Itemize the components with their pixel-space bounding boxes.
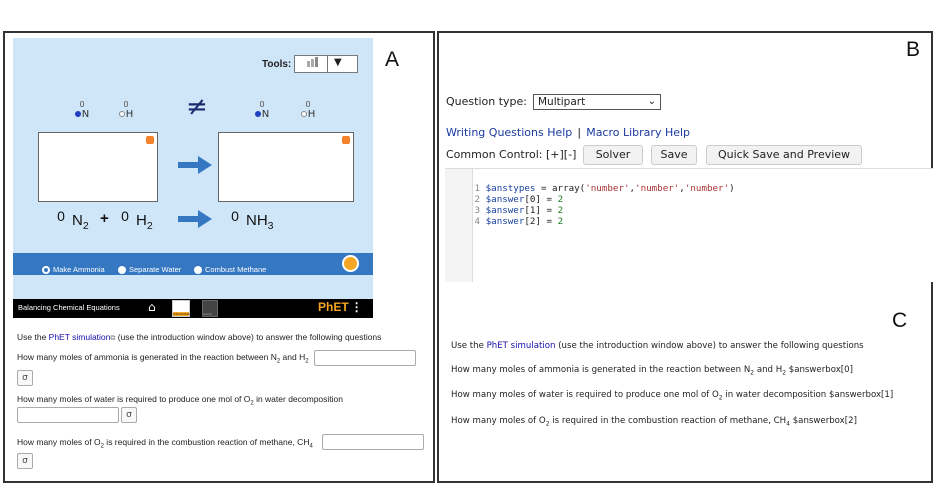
atom-counter-n-right: 0 N [250, 100, 274, 120]
macro-library-help-link[interactable]: Macro Library Help [586, 126, 691, 139]
answer-input-1[interactable] [314, 350, 416, 366]
molecule-n2: $N_2$ [72, 212, 89, 232]
home-icon[interactable]: ⌂ [148, 300, 156, 314]
question-3: How many moles of $O_2$ is required in the combustion reaction of methane, $CH_4$ [17, 437, 313, 450]
coefficient-nh3-spinner[interactable]: 0 [231, 208, 239, 224]
question-type-label: Question type: [446, 95, 527, 108]
panel-c-intro: Use the PhET simulation (use the introduction window above) to answer the following questions [451, 341, 864, 351]
question-1: How many moles of ammonia is generated in the reaction between $N_2$ and $H_2$ [17, 352, 309, 365]
nitrogen-dot-icon [75, 111, 81, 117]
plus-sign: + [100, 210, 109, 227]
label-c: C [892, 309, 908, 332]
atom-counter-h-left: 0 H [114, 100, 138, 120]
answer-input-2[interactable] [17, 407, 119, 423]
code-line-2: 2 $answer[0] = 2 [474, 194, 564, 205]
nitrogen-dot-icon [255, 111, 261, 117]
answer-input-3[interactable] [322, 434, 424, 450]
radio-make-ammonia[interactable]: Make Ammonia [42, 259, 105, 278]
equation-arrow-icon [178, 210, 212, 232]
chevron-down-icon: ▼ [334, 57, 342, 68]
panel-c-question-1: How many moles of ammonia is generated in the reaction between $N_2$ and $H_2$ $answerbox[0] [451, 365, 853, 377]
quick-save-preview-button[interactable]: Quick Save and Preview [706, 145, 862, 165]
sim-title: Balancing Chemical Equations [18, 303, 120, 312]
tools-dropdown[interactable] [294, 55, 358, 73]
molecule-h2: $H_2$ [136, 212, 153, 232]
question-type-select[interactable]: Multipart ⌄ [533, 94, 661, 110]
phet-logo[interactable]: PhET ⋮ [318, 300, 363, 314]
tab-game[interactable]: Game [202, 300, 218, 317]
hydrogen-dot-icon [119, 111, 125, 117]
bar-icon-2 [311, 59, 314, 67]
atom-counter-h-right: 0 H [296, 100, 320, 120]
hydrogen-dot-icon [301, 111, 307, 117]
solver-button[interactable]: Solver [583, 145, 643, 165]
label-b: B [906, 38, 921, 61]
label-a: A [385, 48, 400, 71]
panel-c-question-2: How many moles of water is required to produce one mol of $O_2$ in water decomposition $answerbox[1] [451, 390, 894, 402]
panel-a-intro: Use the PhET simulation⧉ (use the introduction window above) to answer the following questions [17, 332, 382, 342]
not-equal-icon: ≠ [186, 92, 208, 122]
code-line-4: 4 $answer[2] = 2 [474, 216, 564, 227]
radio-combust-methane[interactable]: Combust Methane [194, 259, 266, 278]
bar-icon-3 [315, 57, 318, 67]
collapse-icon[interactable] [342, 136, 350, 144]
tab-introduction[interactable]: Introduction [172, 300, 190, 317]
question-2: How many moles of water is required to produce one mol of $O_2$ in water decomposition [17, 394, 343, 407]
code-line-1: 1 $anstypes = array('number','number','number') [474, 183, 735, 194]
preview-button-1[interactable]: σ [17, 370, 33, 386]
common-control-label: Common Control: [+][-] [446, 148, 577, 161]
writing-questions-help-link[interactable]: Writing Questions Help [446, 126, 573, 139]
tools-label: Tools: [262, 59, 292, 70]
help-links: Writing Questions Help | Macro Library Help [446, 126, 691, 139]
atom-counter-n-left: 0 N [70, 100, 94, 120]
products-box[interactable] [218, 132, 354, 202]
bar-icon-1 [307, 61, 310, 67]
refresh-icon[interactable] [342, 255, 359, 272]
preview-button-2[interactable]: σ [121, 407, 137, 423]
save-button[interactable]: Save [651, 145, 697, 165]
phet-link[interactable]: PhET simulation [48, 332, 111, 342]
chevron-down-icon: ⌄ [647, 96, 656, 107]
molecule-nh3: $NH_3$ [246, 212, 274, 232]
coefficient-h2-spinner[interactable]: 0 [121, 208, 129, 224]
radio-separate-water[interactable]: Separate Water [118, 259, 181, 278]
coefficient-n2-spinner[interactable]: 0 [57, 208, 65, 224]
reactants-box[interactable] [38, 132, 158, 202]
external-link-icon: ⧉ [110, 335, 116, 342]
reaction-arrow-icon [178, 156, 212, 178]
collapse-icon[interactable] [146, 136, 154, 144]
phet-link[interactable]: PhET simulation [486, 341, 556, 351]
panel-c-question-3: How many moles of $O_2$ is required in the combustion reaction of methane, $CH_4$ $answerbox[2] [451, 416, 857, 428]
preview-button-3[interactable]: σ [17, 453, 33, 469]
code-line-3: 3 $answer[1] = 2 [474, 205, 564, 216]
